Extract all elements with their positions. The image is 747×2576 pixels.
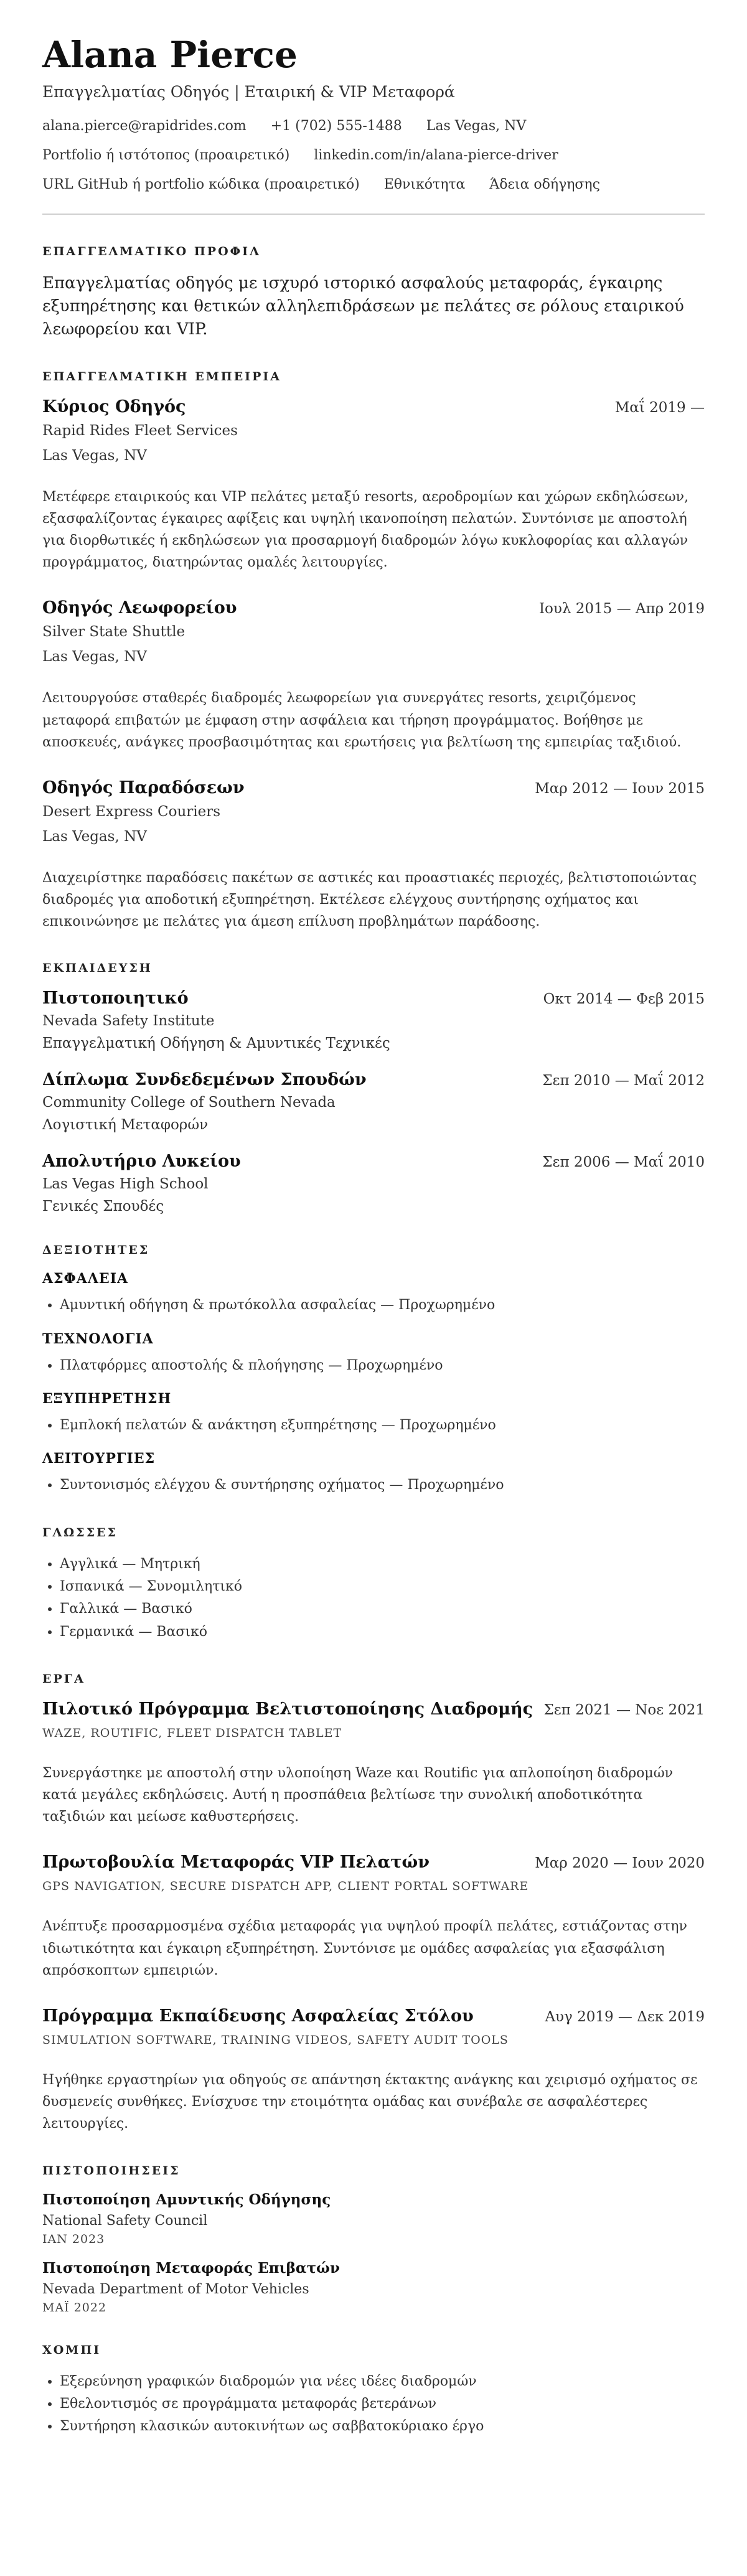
certification-issuer: Nevada Department of Motor Vehicles <box>42 2281 309 2297</box>
experience-section <box>42 370 705 933</box>
hobby-item: • Συντήρηση κλασικών αυτοκινήτων ως σαββατοκύριακο έργο <box>60 2415 705 2438</box>
language-item: • Ισπανικά — Συνομιλητικό <box>60 1576 705 1598</box>
profile-section <box>42 245 705 341</box>
job-description: Λειτουργούσε σταθερές διαδρομές λεωφορείων για συνεργάτες resorts, χειριζόμενος μεταφορά επιβατών με έμφαση στην ασφάλεια και τήρηση προγράμματος. Βοήθησε με αποσκευές, ανάγκες προσβασιμότητας και ερωτήσεις για βελτίωση της εμπειρίας ταξιδιού. <box>42 690 682 750</box>
nationality-text: Εθνικότητα <box>383 176 466 192</box>
contact-row-primary <box>42 118 705 134</box>
portfolio-link[interactable]: Portfolio ή ιστότοπος (προαιρετικό) <box>42 147 290 163</box>
experience-entry <box>42 397 705 574</box>
language-item: • Γερμανικά — Βασικό <box>60 1621 705 1643</box>
linkedin-link[interactable]: linkedin.com/in/alana-pierce-driver <box>314 147 558 163</box>
contact-row-extra <box>42 177 705 192</box>
email-link[interactable]: alana.pierce@rapidrides.com <box>42 118 247 134</box>
language-list <box>42 1553 705 1643</box>
contact-row-links <box>42 148 705 163</box>
project-name: Πρόγραμμα Εκπαίδευσης Ασφαλείας Στόλου <box>42 2006 474 2026</box>
project-entry <box>42 1853 705 1981</box>
project-description: Ανέπτυξε προσαρμοσμένα σχέδια μεταφοράς για υψηλού προφίλ πελάτες, εστιάζοντας στην ιδιωτικότητα και έγκαιρη εξυπηρέτηση. Συντόνισε με ομάδες ασφαλείας για εξασφάλιση απρόσκοπτων εμπειριών. <box>42 1919 687 1978</box>
skills-section <box>42 1243 705 1497</box>
section-title-experience: ΕΠΑΓΓΕΛΜΑΤΙΚΗ ΕΜΠΕΙΡΙΑ <box>42 369 281 383</box>
job-description: Διαχειρίστηκε παραδόσεις πακέτων σε αστικές και προαστιακές περιοχές, βελτιστοποιώντας διαδρομές για αποδοτική εξυπηρέτηση. Εκτέλεσε ελέγχους συντήρησης οχήματος και επικοινώνησε με πελάτες για άμεση επίλυση προβλημάτων παράδοσης. <box>42 870 697 930</box>
degree-title: Απολυτήριο Λυκείου <box>42 1152 241 1172</box>
skill-list <box>42 1355 705 1377</box>
hobby-item: • Εξερεύνηση γραφικών διαδρομών για νέες ιδέες διαδρομών <box>60 2371 705 2393</box>
job-company: Rapid Rides Fleet Services <box>42 422 238 439</box>
phone-number: +1 (702) 555-1488 <box>270 118 402 134</box>
language-item: • Γαλλικά — Βασικό <box>60 1598 705 1620</box>
project-entry <box>42 2006 705 2135</box>
skill-item: • Αμυντική οδήγηση & πρωτόκολλα ασφαλείας — Προχωρημένο <box>60 1294 705 1317</box>
certification-entry <box>42 2191 705 2246</box>
language-item: • Αγγλικά — Μητρική <box>60 1553 705 1576</box>
job-location: Las Vegas, NV <box>42 447 147 464</box>
section-title-skills: ΔΕΞΙΟΤΗΤΕΣ <box>42 1243 150 1257</box>
study-field: Επαγγελματική Οδήγηση & Αμυντικές Τεχνικές <box>42 1035 390 1052</box>
project-name: Πρωτοβουλία Μεταφοράς VIP Πελατών <box>42 1853 430 1873</box>
project-dates: Μαρ 2020 — Ιουν 2020 <box>535 1855 705 1872</box>
job-title: Οδηγός Λεωφορείου <box>42 598 237 618</box>
certification-entry <box>42 2260 705 2315</box>
certification-date: ΜΑΪ 2022 <box>42 2300 107 2315</box>
job-company: Desert Express Couriers <box>42 803 221 820</box>
degree-title: Πιστοποιητικό <box>42 989 189 1008</box>
job-location: Las Vegas, NV <box>42 649 147 665</box>
school-name: Community College of Southern Nevada <box>42 1094 336 1111</box>
project-description: Ηγήθηκε εργαστηρίων για οδηγούς σε απάντηση έκτακτης ανάγκης και χειρισμό οχήματος σε δυσμενείς συνθήκες. Ενίσχυσε την ετοιμότητα ομάδας και συνέβαλε σε ασφαλέστερες λειτουργίες. <box>42 2072 698 2132</box>
education-entry <box>42 1152 705 1215</box>
study-field: Λογιστική Μεταφορών <box>42 1117 209 1134</box>
project-name: Πιλοτικό Πρόγραμμα Βελτιστοποίησης Διαδρομής <box>42 1699 533 1719</box>
project-tech: GPS NAVIGATION, SECURE DISPATCH APP, CLIENT PORTAL SOFTWARE <box>42 1879 529 1894</box>
skill-category: ΑΣΦΑΛΕΙΑ <box>42 1271 129 1287</box>
license-text: Άδεια οδήγησης <box>489 176 600 192</box>
skill-list <box>42 1474 705 1497</box>
experience-entry <box>42 778 705 933</box>
job-title: Οδηγός Παραδόσεων <box>42 778 245 797</box>
skill-list <box>42 1414 705 1437</box>
job-dates: Μαρ 2012 — Ιουν 2015 <box>535 780 705 797</box>
degree-title: Δίπλωμα Συνδεδεμένων Σπουδών <box>42 1070 367 1090</box>
certification-name: Πιστοποίηση Αμυντικής Οδήγησης <box>42 2191 331 2208</box>
languages-section <box>42 1526 705 1643</box>
header-divider <box>42 214 705 215</box>
degree-dates: Σεπ 2006 — Μαΐ 2010 <box>542 1154 705 1171</box>
school-name: Las Vegas High School <box>42 1176 209 1193</box>
job-dates: Ιουλ 2015 — Απρ 2019 <box>538 601 705 618</box>
skill-category: ΕΞΥΠΗΡΕΤΗΣΗ <box>42 1391 172 1408</box>
skill-category: ΛΕΙΤΟΥΡΓΙΕΣ <box>42 1450 156 1467</box>
candidate-name: Alana Pierce <box>42 34 298 76</box>
hobby-list <box>42 2371 705 2438</box>
education-entry <box>42 989 705 1051</box>
location-text: Las Vegas, NV <box>426 118 527 134</box>
experience-entry <box>42 598 705 753</box>
projects-section <box>42 1672 705 2135</box>
skill-list <box>42 1294 705 1317</box>
section-title-hobbies: ΧΟΜΠΙ <box>42 2343 101 2357</box>
skill-item: • Εμπλοκή πελατών & ανάκτηση εξυπηρέτησης — Προχωρημένο <box>60 1414 705 1437</box>
skill-item: • Πλατφόρμες αποστολής & πλοήγησης — Προχωρημένο <box>60 1355 705 1377</box>
job-description: Μετέφερε εταιρικούς και VIP πελάτες μεταξύ resorts, αεροδρομίων και χώρων εκδηλώσεων, εξασφαλίζοντας έγκαιρες αφίξεις και υψηλή ικανοποίηση πελατών. Συντόνισε με αποστολή για διορθωτικές ή εκδηλώσεων για προσαρμογή διαδρομών λόγω κυκλοφορίας και αλλαγών προγράμματος, διατηρώντας ομαλές λειτουργίες. <box>42 489 688 571</box>
certification-date: ΙΑΝ 2023 <box>42 2232 105 2246</box>
education-entry <box>42 1070 705 1133</box>
section-title-languages: ΓΛΩΣΣΕΣ <box>42 1525 118 1539</box>
candidate-subtitle: Επαγγελματίας Οδηγός | Εταιρική & VIP Μεταφορά <box>42 82 455 101</box>
project-dates: Σεπ 2021 — Νοε 2021 <box>543 1701 705 1718</box>
section-title-profile: ΕΠΑΓΓΕΛΜΑΤΙΚΟ ΠΡΟΦΙΛ <box>42 244 261 258</box>
project-entry <box>42 1699 705 1828</box>
hobbies-section <box>42 2343 705 2438</box>
section-title-projects: ΕΡΓΑ <box>42 1671 85 1686</box>
degree-dates: Σεπ 2010 — Μαΐ 2012 <box>542 1073 705 1089</box>
resume-header <box>42 36 705 192</box>
profile-summary: Επαγγελματίας οδηγός με ισχυρό ιστορικό ασφαλούς μεταφοράς, έγκαιρης εξυπηρέτησης και θετικών αλληλεπιδράσεων με πελάτες σε ρόλους εταιρικού λεωφορείου και VIP. <box>42 273 684 339</box>
education-section <box>42 961 705 1215</box>
skill-category: ΤΕΧΝΟΛΟΓΙΑ <box>42 1330 154 1347</box>
section-title-education: ΕΚΠΑΙΔΕΥΣΗ <box>42 961 153 975</box>
project-description: Συνεργάστηκε με αποστολή στην υλοποίηση Waze και Routific για απλοποίηση διαδρομών κατά μεγάλες εκδηλώσεις. Αυτή η προσπάθεια βελτίωσε την συνολική αποδοτικότητα ταξιδιών και μείωσε καθυστερήσεις. <box>42 1765 674 1825</box>
school-name: Nevada Safety Institute <box>42 1013 215 1030</box>
study-field: Γενικές Σπουδές <box>42 1198 164 1215</box>
certifications-section <box>42 2164 705 2315</box>
project-tech: WAZE, ROUTIFIC, FLEET DISPATCH TABLET <box>42 1726 342 1740</box>
certification-issuer: National Safety Council <box>42 2212 208 2229</box>
skill-item: • Συντονισμός ελέγχου & συντήρησης οχήματος — Προχωρημένο <box>60 1474 705 1497</box>
hobby-item: • Εθελοντισμός σε προγράμματα μεταφοράς βετεράνων <box>60 2393 705 2415</box>
github-link[interactable]: URL GitHub ή portfolio κώδικα (προαιρετικό) <box>42 176 360 192</box>
job-company: Silver State Shuttle <box>42 624 186 641</box>
job-location: Las Vegas, NV <box>42 828 147 845</box>
certification-name: Πιστοποίηση Μεταφοράς Επιβατών <box>42 2259 340 2277</box>
project-tech: SIMULATION SOFTWARE, TRAINING VIDEOS, SAFETY AUDIT TOOLS <box>42 2033 509 2047</box>
section-title-certifications: ΠΙΣΤΟΠΟΙΗΣΕΙΣ <box>42 2163 181 2178</box>
project-dates: Αυγ 2019 — Δεκ 2019 <box>545 2008 705 2025</box>
job-dates: Μαΐ 2019 — <box>614 399 705 416</box>
job-title: Κύριος Οδηγός <box>42 397 186 416</box>
degree-dates: Οκτ 2014 — Φεβ 2015 <box>543 991 705 1008</box>
